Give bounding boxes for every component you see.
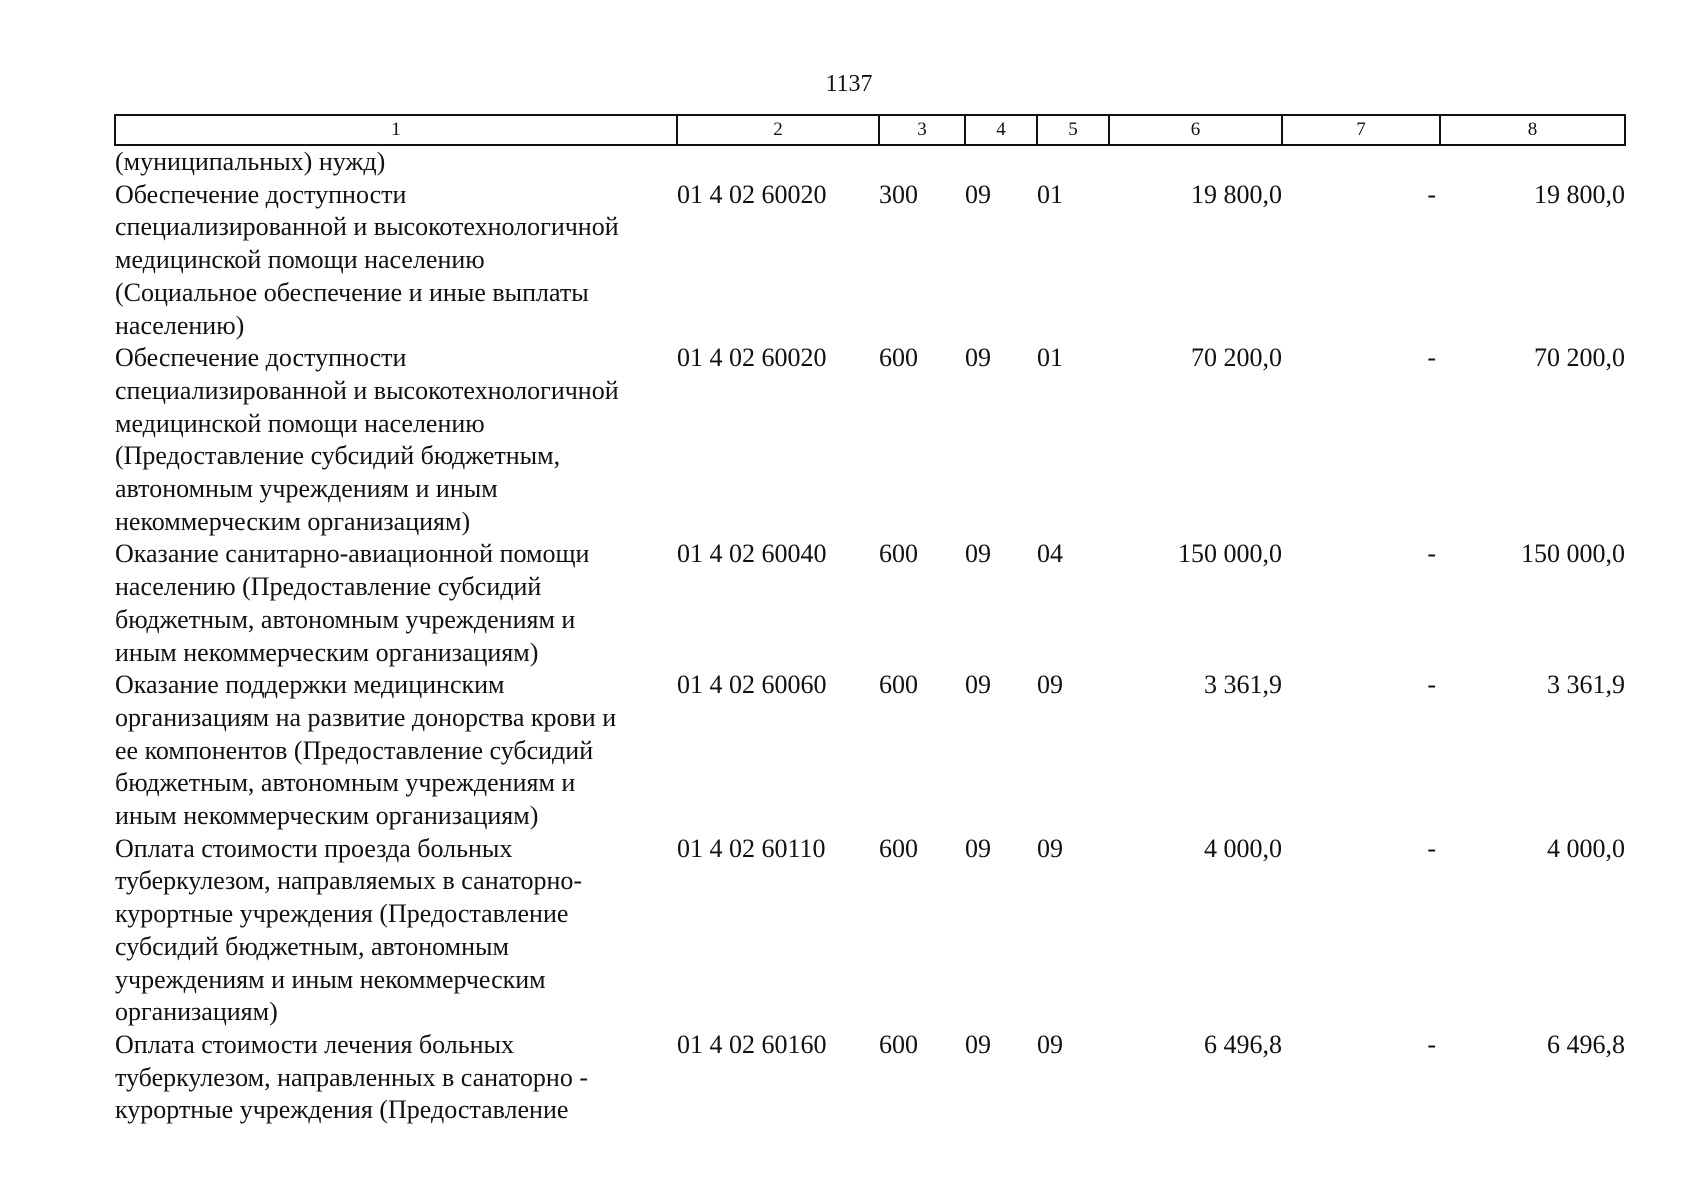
row-name-line: туберкулезом, направляемых в санаторно-	[115, 866, 583, 896]
total-cell: 6 496,8	[1547, 1029, 1625, 1059]
header-col-6: 6	[1109, 115, 1282, 145]
section-code: 09	[965, 539, 991, 569]
target-article-code: 01 4 02 60020	[677, 343, 827, 373]
row-name-line: (муниципальных) нужд)	[115, 147, 386, 176]
row-name-line: населению)	[115, 310, 245, 340]
row-name-line: специализированной и высокотехнологичной	[115, 375, 619, 405]
target-article-code: 01 4 02 60020	[677, 179, 827, 209]
subsection-code: 01	[1037, 343, 1063, 373]
row-name-line: ее компонентов (Предоставление субсидий	[115, 735, 594, 765]
row-name-line: Оплата стоимости проезда больных	[115, 833, 513, 863]
amount-cell: 4 000,0	[1204, 833, 1282, 863]
total-cell: 4 000,0	[1547, 833, 1625, 863]
expense-type-code: 600	[879, 833, 918, 863]
target-article-code: 01 4 02 60160	[677, 1029, 827, 1059]
total-cell: 3 361,9	[1547, 670, 1625, 700]
subsection-code: 09	[1037, 1029, 1063, 1059]
header-col-2: 2	[677, 115, 879, 145]
row-name-line: некоммерческим организациям)	[115, 506, 471, 536]
row-name-line: субсидий бюджетным, автономным	[115, 931, 509, 961]
row-name-line: Оплата стоимости лечения больных	[115, 1029, 515, 1059]
amount-cell: 19 800,0	[1191, 179, 1282, 209]
table-body	[115, 145, 1625, 1127]
amount-cell	[1109, 145, 1282, 179]
row-name-line: автономным учреждениям и иным	[115, 474, 498, 504]
amount-cell: 3 361,9	[1204, 670, 1282, 700]
row-name-line: учреждениям и иным некоммерческим	[115, 964, 546, 994]
row-name-line: бюджетным, автономным учреждениям и	[115, 604, 576, 634]
row-name-line: организациям на развитие донорства крови и	[115, 702, 617, 732]
header-col-1: 1	[115, 115, 677, 145]
amount-cell: 6 496,8	[1204, 1029, 1282, 1059]
table-row	[115, 538, 1625, 669]
header-col-7: 7	[1282, 115, 1440, 145]
expense-type-code: 600	[879, 539, 918, 569]
total-cell	[1440, 145, 1625, 179]
change-cell: -	[1427, 179, 1436, 209]
change-cell: -	[1427, 539, 1436, 569]
table-row	[115, 342, 1625, 538]
change-cell: -	[1427, 1029, 1436, 1059]
total-cell: 70 200,0	[1534, 343, 1625, 373]
row-name-cell	[115, 538, 677, 669]
target-article-code: 01 4 02 60110	[677, 833, 826, 863]
row-name-cell	[115, 669, 677, 833]
table-row	[115, 833, 1625, 1029]
table-header	[115, 115, 1625, 145]
section-code: 09	[965, 670, 991, 700]
row-name-line: (Социальное обеспечение и иные выплаты	[115, 277, 589, 307]
total-cell: 19 800,0	[1534, 179, 1625, 209]
row-name-line: медицинской помощи населению	[115, 408, 485, 438]
row-name-cell	[115, 342, 677, 538]
row-name-line: медицинской помощи населению	[115, 245, 485, 275]
section-code	[965, 145, 1037, 179]
page-number: 1137	[825, 71, 873, 97]
row-name-line: иным некоммерческим организациям)	[115, 801, 539, 831]
row-name-cell	[115, 145, 677, 179]
amount-cell: 70 200,0	[1191, 343, 1282, 373]
section-code: 09	[965, 1029, 991, 1059]
row-name-line: курортные учреждения (Предоставление	[115, 1095, 569, 1125]
change-cell	[1282, 145, 1440, 179]
expense-type-code: 600	[879, 343, 918, 373]
table-row	[115, 1029, 1625, 1127]
subsection-code: 01	[1037, 179, 1063, 209]
row-name-line: организациям)	[115, 997, 278, 1027]
row-name-line: бюджетным, автономным учреждениям и	[115, 768, 576, 798]
row-name-cell	[115, 833, 677, 1029]
target-article-code: 01 4 02 60060	[677, 670, 827, 700]
expense-type-code: 600	[879, 670, 918, 700]
subsection-code: 09	[1037, 670, 1063, 700]
row-name-cell	[115, 1029, 677, 1127]
subsection-code: 04	[1037, 539, 1063, 569]
row-name-line: (Предоставление субсидий бюджетным,	[115, 441, 561, 471]
target-article-code: 01 4 02 60040	[677, 539, 827, 569]
section-code: 09	[965, 343, 991, 373]
amount-cell: 150 000,0	[1178, 539, 1282, 569]
subsection-code: 09	[1037, 833, 1063, 863]
row-name-line: туберкулезом, направленных в санаторно -	[115, 1062, 588, 1092]
row-name-line: иным некоммерческим организациям)	[115, 637, 539, 667]
change-cell: -	[1427, 833, 1436, 863]
row-name-line: Оказание санитарно-авиационной помощи	[115, 539, 590, 569]
budget-table	[114, 114, 1626, 1127]
row-name-line: Обеспечение доступности	[115, 343, 407, 373]
expense-type-code: 300	[879, 179, 918, 209]
subsection-code	[1037, 145, 1109, 179]
header-col-3: 3	[879, 115, 965, 145]
header-col-8: 8	[1440, 115, 1625, 145]
expense-type-code: 600	[879, 1029, 918, 1059]
section-code: 09	[965, 833, 991, 863]
row-name-cell	[115, 179, 677, 343]
section-code: 09	[965, 179, 991, 209]
target-article-code	[677, 145, 879, 179]
table-row	[115, 179, 1625, 343]
change-cell: -	[1427, 670, 1436, 700]
header-col-5: 5	[1037, 115, 1109, 145]
row-name-line: Оказание поддержки медицинским	[115, 670, 505, 700]
row-name-line: Обеспечение доступности	[115, 179, 407, 209]
expense-type-code	[879, 145, 965, 179]
change-cell: -	[1427, 343, 1436, 373]
header-col-4: 4	[965, 115, 1037, 145]
total-cell: 150 000,0	[1521, 539, 1625, 569]
row-name-line: специализированной и высокотехнологичной	[115, 212, 619, 242]
header-row	[115, 115, 1625, 145]
table-row	[115, 669, 1625, 833]
row-name-line: курортные учреждения (Предоставление	[115, 899, 569, 929]
table-row	[115, 145, 1625, 179]
row-name-line: населению (Предоставление субсидий	[115, 572, 542, 602]
